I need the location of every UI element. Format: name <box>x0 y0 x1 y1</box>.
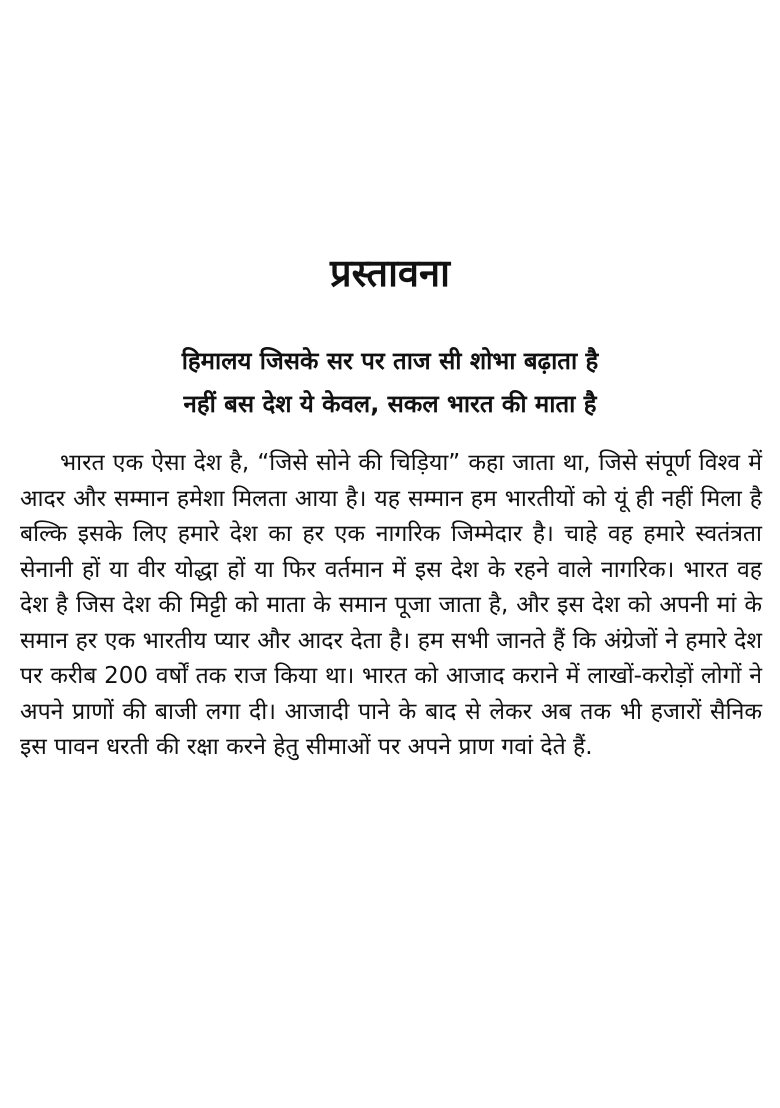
verse-line-1: हिमालय जिसके सर पर ताज सी शोभा बढ़ाता है <box>181 347 599 375</box>
verse-line-2: नहीं बस देश ये केवल, सकल भारत की माता है <box>183 390 597 418</box>
page-title: प्रस्तावना <box>330 251 450 295</box>
opening-verse <box>0 340 780 426</box>
body-paragraph: भारत एक ऐसा देश है, “जिसे सोने की चिड़िया” कहा जाता था, जिसे संपूर्ण विश्व में आदर और सम्मान हमेशा मिलता आया है। यह सम्मान हम भारतीयों को यूं ही नहीं मिला है बल्कि इसके लिए हमारे देश का हर एक नागरिक जिम्मेदार है। चाहे वह हमारे स्वतंत्रता सेनानी हों या वीर योद्धा हों या फिर वर्तमान में इस देश के रहने वाले नागरिक। भारत वह देश है जिस देश की मिट्टी को माता के समान पूजा जाता है, और इस देश को अपनी मां के समान हर एक भारतीय प्यार और आदर देता है। हम सभी जानते हैं कि अंग्रेजों ने हमारे देश पर करीब 200 वर्षों तक राज किया था। भारत को आजाद कराने में लाखों-करोड़ों लोगों ने अपने प्राणों की बाजी लगा दी। आजादी पाने के बाद से लेकर अब तक भी हजारों सैनिक इस पावन धरती की रक्षा करने हेतु सीमाओं पर अपने प्राण गवां देते हैं. <box>20 450 762 760</box>
